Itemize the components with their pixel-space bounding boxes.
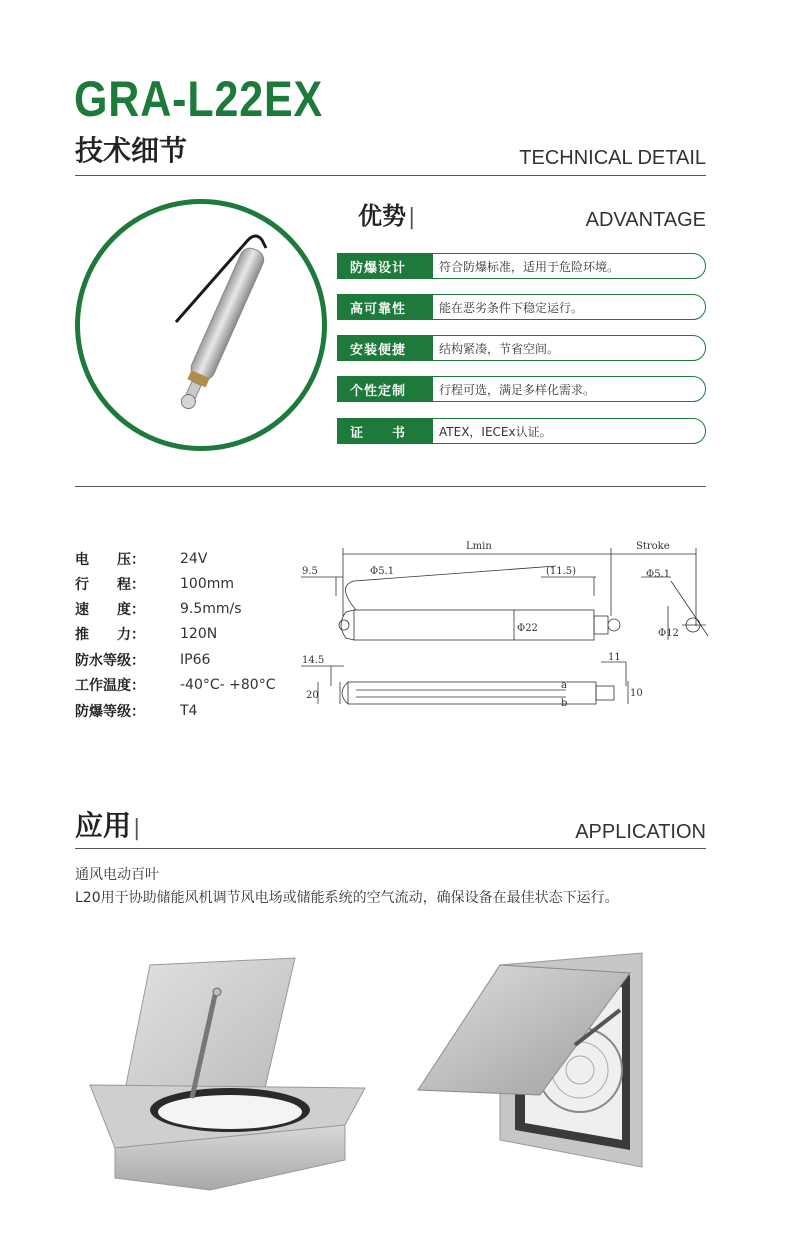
- spec-value: 9.5mm/s: [180, 601, 242, 617]
- advantage-title-cn: 优势|: [358, 202, 416, 230]
- spec-row: [75, 548, 207, 570]
- advantage-text: 能在恶劣条件下稳定运行。: [439, 300, 584, 315]
- label-10: 10: [630, 688, 643, 699]
- spec-label: 工作温度：: [75, 678, 145, 694]
- spec-row: [75, 649, 210, 671]
- hatch-image: [20, 920, 380, 1210]
- label-phi-5-1: Φ5.1: [370, 566, 395, 577]
- application-subtitle: 通风电动百叶: [75, 867, 159, 883]
- advantage-row: [337, 418, 706, 444]
- label-9-5: 9.5: [302, 566, 318, 577]
- advantage-tag: 防爆设计: [338, 254, 433, 278]
- advantage-row: [337, 376, 706, 402]
- advantage-row: [337, 335, 706, 361]
- product-image-circle: [75, 199, 327, 451]
- spec-label: 推 力：: [75, 627, 145, 643]
- spec-label: 行 程：: [75, 577, 145, 593]
- label-wire-a: a: [561, 680, 567, 691]
- model-title: GRA-L22EX: [74, 71, 324, 127]
- spec-label: 电 压：: [75, 552, 145, 568]
- label-lmin: Lmin: [466, 541, 492, 552]
- advantage-text: 结构紧凑，节省空间。: [439, 341, 560, 356]
- advantage-row: [337, 294, 706, 320]
- spec-value: T4: [180, 703, 198, 719]
- advantage-row: [337, 253, 706, 279]
- advantage-tag: 证 书: [338, 419, 433, 443]
- louver-fan-image: [410, 945, 680, 1175]
- application-description: L20用于协助储能风机调节风电场或储能系统的空气流动，确保设备在最佳状态下运行。: [75, 890, 619, 906]
- label-phi-5-1-side: Φ5.1: [646, 569, 671, 580]
- label-11: 11: [608, 652, 621, 663]
- advantage-tag: 高可靠性: [338, 295, 433, 319]
- label-14-5: 14.5: [302, 655, 325, 666]
- spec-value: 24V: [180, 551, 208, 567]
- spec-row: [75, 623, 217, 645]
- application-title-en: APPLICATION: [575, 821, 706, 843]
- spec-value: -40°C- +80°C: [180, 677, 276, 693]
- advantage-text: 符合防爆标准，适用于危险环境。: [439, 259, 620, 274]
- spec-label: 速 度：: [75, 602, 145, 618]
- spec-label: 防爆等级：: [75, 704, 145, 720]
- drawing-body-bottom: [348, 682, 596, 704]
- label-20: 20: [306, 690, 319, 701]
- advantage-text: 行程可选，满足多样化需求。: [439, 382, 596, 397]
- spec-row: [75, 573, 234, 595]
- spec-row: [75, 700, 197, 722]
- actuator-product-illustration: [80, 204, 322, 446]
- spec-value: 100mm: [180, 576, 234, 592]
- advantage-title-en: ADVANTAGE: [585, 209, 706, 231]
- section-title-en: TECHNICAL DETAIL: [519, 147, 706, 169]
- label-wire-b: b: [561, 698, 568, 709]
- advantage-tag: 安装便捷: [338, 336, 433, 360]
- label-phi-12: Φ12: [658, 628, 679, 639]
- label-stroke: Stroke: [636, 541, 670, 552]
- label-11-5: (11.5): [546, 566, 577, 577]
- application-divider: [75, 848, 706, 849]
- spec-value: IP66: [180, 652, 211, 668]
- section-divider: [75, 486, 706, 487]
- drawing-body-top: [354, 610, 594, 640]
- spec-row: [75, 674, 275, 696]
- header-divider: [75, 175, 706, 176]
- application-title-cn: 应用|: [75, 809, 141, 842]
- spec-label: 防水等级：: [75, 653, 145, 669]
- technical-drawing: [296, 536, 716, 726]
- advantage-text: ATEX，IECEx认证。: [439, 424, 552, 439]
- spec-value: 120N: [180, 626, 218, 642]
- label-phi-22: Φ22: [517, 623, 538, 634]
- spec-row: [75, 598, 242, 620]
- section-title-cn: 技术细节: [75, 134, 188, 167]
- advantage-tag: 个性定制: [338, 377, 433, 401]
